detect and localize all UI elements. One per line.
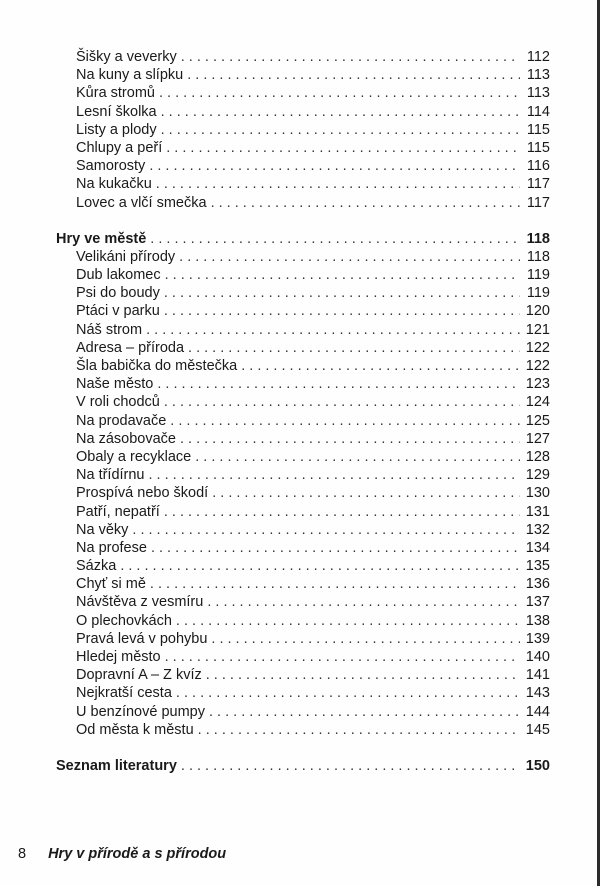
toc-entry-title: O plechovkách: [76, 612, 172, 629]
toc-entry-title: Návštěva z vesmíru: [76, 594, 204, 611]
toc-entry: [56, 139, 550, 157]
toc-entry: [56, 684, 550, 702]
toc-entry: [56, 157, 550, 175]
toc-entry-page: 118: [526, 248, 550, 265]
toc-entry-page: 113: [526, 67, 550, 84]
toc-entry-title: Naše město: [76, 376, 154, 393]
toc-entry-page: 145: [525, 721, 550, 738]
section-spacer: [56, 212, 550, 230]
toc-entry-page: 122: [525, 339, 550, 356]
toc-entry: [56, 248, 550, 266]
toc-entry: [56, 412, 550, 430]
toc-entry-title: Na prodavače: [76, 412, 167, 429]
toc-leader-dots: [159, 84, 520, 102]
toc-entry: [56, 521, 550, 539]
toc-section-city: [56, 230, 550, 248]
toc-entry-page: 138: [525, 612, 550, 629]
toc-entry-page: 141: [525, 667, 550, 684]
toc-entry-title: Náš strom: [76, 321, 143, 338]
toc-leader-dots: [206, 666, 520, 684]
toc-leader-dots: [195, 448, 520, 466]
toc-leader-dots: [198, 721, 520, 739]
toc-entry-title: Chyť si mě: [76, 576, 146, 593]
toc-entry-title: Od města k městu: [76, 721, 194, 738]
toc-leader-dots: [181, 48, 520, 66]
toc-entry-title: Dub lakomec: [76, 267, 161, 284]
toc-entry: [56, 266, 550, 284]
toc-entry: [56, 48, 550, 66]
toc-entry-title: U benzínové pumpy: [76, 703, 205, 720]
toc-entry-page: 120: [525, 303, 550, 320]
toc-entry: [56, 339, 550, 357]
toc-entry-page: 135: [525, 558, 550, 575]
toc-section-page: 150: [525, 757, 550, 774]
toc-leader-dots: [176, 612, 520, 630]
toc-entry: [56, 575, 550, 593]
toc-entry-title: Kůra stromů: [76, 85, 155, 102]
toc-group-forest: [56, 48, 550, 212]
toc-entry: [56, 593, 550, 611]
toc-leader-dots: [149, 466, 521, 484]
toc-leader-dots: [120, 557, 520, 575]
toc-leader-dots: [211, 194, 520, 212]
toc-entry-page: 132: [525, 521, 550, 538]
toc-entry-page: 119: [526, 285, 550, 302]
page-number: 8: [18, 846, 27, 862]
toc-entry-page: 117: [526, 176, 550, 193]
toc-entry-page: 112: [526, 49, 550, 65]
toc-entry-page: 128: [525, 448, 550, 465]
toc-entry: [56, 302, 550, 320]
toc-entry-title: Psi do boudy: [76, 285, 160, 302]
toc-entry-title: Šla babička do městečka: [76, 358, 238, 374]
toc-entry-page: 136: [525, 576, 550, 593]
toc-leader-dots: [166, 139, 520, 157]
toc-entry-page: 129: [525, 467, 550, 484]
section-spacer: [56, 739, 550, 757]
toc-entry-title: Patří, nepatří: [76, 503, 160, 520]
toc-entry: [56, 666, 550, 684]
toc-entry-page: 143: [525, 685, 550, 702]
toc-entry-page: 115: [526, 139, 550, 156]
toc-entry-title: Adresa – příroda: [76, 339, 185, 356]
toc-entry: [56, 393, 550, 411]
toc-entry-page: 130: [525, 485, 550, 502]
toc-entry: [56, 284, 550, 302]
toc-leader-dots: [179, 248, 520, 266]
toc-entry-page: 144: [525, 703, 550, 720]
toc-section-literature: [56, 757, 550, 775]
toc-leader-dots: [187, 66, 520, 84]
toc-entry: [56, 703, 550, 721]
toc-entry-title: Na profese: [76, 539, 147, 556]
toc-leader-dots: [161, 103, 520, 121]
toc-leader-dots: [165, 648, 520, 666]
toc-entry: [56, 612, 550, 630]
toc-entry: [56, 430, 550, 448]
toc-leader-dots: [241, 357, 520, 375]
toc-leader-dots: [164, 503, 520, 521]
toc-entry: [56, 648, 550, 666]
toc-entry-title: Lovec a vlčí smečka: [76, 194, 207, 211]
toc-entry: [56, 503, 550, 521]
toc-section-page: 118: [526, 230, 550, 247]
toc-entry: [56, 448, 550, 466]
toc-leader-dots: [132, 521, 520, 539]
toc-entry: [56, 630, 550, 648]
toc-entry-page: 131: [525, 503, 550, 520]
toc-entry: [56, 84, 550, 102]
toc-leader-dots: [209, 703, 520, 721]
toc-entry: [56, 66, 550, 84]
toc-entry-page: 114: [526, 103, 550, 120]
toc-entry-title: Dopravní A – Z kvíz: [76, 667, 202, 684]
toc-entry-title: Ptáci v parku: [76, 303, 160, 320]
toc-entry: [56, 484, 550, 502]
toc-entry: [56, 321, 550, 339]
toc-leader-dots: [176, 684, 520, 702]
toc-entry-title: Hledej město: [76, 649, 161, 665]
toc-entry-title: Lesní školka: [76, 103, 157, 120]
toc-entry-title: Na kukačku: [76, 176, 152, 193]
table-of-contents: [56, 48, 550, 775]
toc-entry: [56, 103, 550, 121]
toc-leader-dots: [212, 484, 520, 502]
toc-entry-title: Samorosty: [76, 158, 146, 175]
toc-entry-page: 139: [525, 630, 550, 647]
toc-entry-title: Sázka: [76, 558, 117, 575]
toc-entry-title: Velikáni přírody: [76, 248, 176, 265]
toc-entry-page: 127: [525, 430, 550, 447]
toc-entry-title: Prospívá nebo škodí: [76, 485, 209, 502]
page-footer: [18, 846, 226, 862]
toc-entry-title: Chlupy a peří: [76, 139, 163, 156]
toc-section-title: Seznam literatury: [56, 757, 177, 774]
toc-entry-page: 123: [525, 376, 550, 393]
toc-section-title: Hry ve městě: [56, 230, 147, 247]
toc-entry: [56, 194, 550, 212]
toc-entry-page: 134: [525, 539, 550, 556]
toc-leader-dots: [165, 266, 520, 284]
toc-entry-page: 119: [526, 267, 550, 284]
toc-entry-title: Na kuny a slípku: [76, 67, 184, 84]
toc-leader-dots: [157, 375, 520, 393]
toc-entry-title: Na věky: [76, 521, 129, 538]
toc-entry: [56, 121, 550, 139]
toc-entry-title: Pravá levá v pohybu: [76, 630, 208, 647]
toc-entry-page: 140: [525, 649, 550, 665]
toc-leader-dots: [188, 339, 520, 357]
toc-leader-dots: [164, 393, 520, 411]
toc-entry-title: Listy a plody: [76, 121, 157, 138]
toc-leader-dots: [150, 230, 520, 248]
toc-entry: [56, 175, 550, 193]
toc-entry-title: Šišky a veverky: [76, 49, 177, 65]
toc-entry-page: 124: [525, 394, 550, 411]
toc-leader-dots: [149, 157, 520, 175]
toc-leader-dots: [156, 175, 520, 193]
toc-entry: [56, 357, 550, 375]
running-title: Hry v přírodě a s přírodou: [48, 846, 227, 862]
toc-entry-page: 125: [525, 412, 550, 429]
toc-entry-title: Nejkratší cesta: [76, 685, 172, 702]
toc-entry-title: Na zásobovače: [76, 430, 176, 447]
toc-leader-dots: [211, 630, 520, 648]
toc-entry-title: Obaly a recyklace: [76, 448, 192, 465]
toc-entry-page: 113: [526, 85, 550, 102]
toc-entry-page: 122: [525, 358, 550, 374]
toc-entry: [56, 466, 550, 484]
toc-leader-dots: [146, 321, 520, 339]
toc-entry: [56, 557, 550, 575]
toc-leader-dots: [170, 412, 520, 430]
toc-leader-dots: [150, 575, 520, 593]
toc-leader-dots: [180, 430, 520, 448]
toc-entry-page: 116: [526, 158, 550, 175]
toc-entry-page: 121: [525, 321, 550, 338]
toc-leader-dots: [151, 539, 520, 557]
toc-group-city: [56, 248, 550, 739]
toc-entry-page: 117: [526, 194, 550, 211]
toc-leader-dots: [164, 302, 520, 320]
toc-entry: [56, 375, 550, 393]
toc-entry: [56, 539, 550, 557]
toc-entry-title: Na třídírnu: [76, 467, 145, 484]
toc-entry-title: V roli chodců: [76, 394, 160, 411]
toc-leader-dots: [164, 284, 520, 302]
toc-entry-page: 137: [525, 594, 550, 611]
toc-entry-page: 115: [526, 121, 550, 138]
toc-leader-dots: [207, 593, 520, 611]
toc-entry: [56, 721, 550, 739]
toc-leader-dots: [161, 121, 520, 139]
toc-leader-dots: [181, 757, 520, 775]
